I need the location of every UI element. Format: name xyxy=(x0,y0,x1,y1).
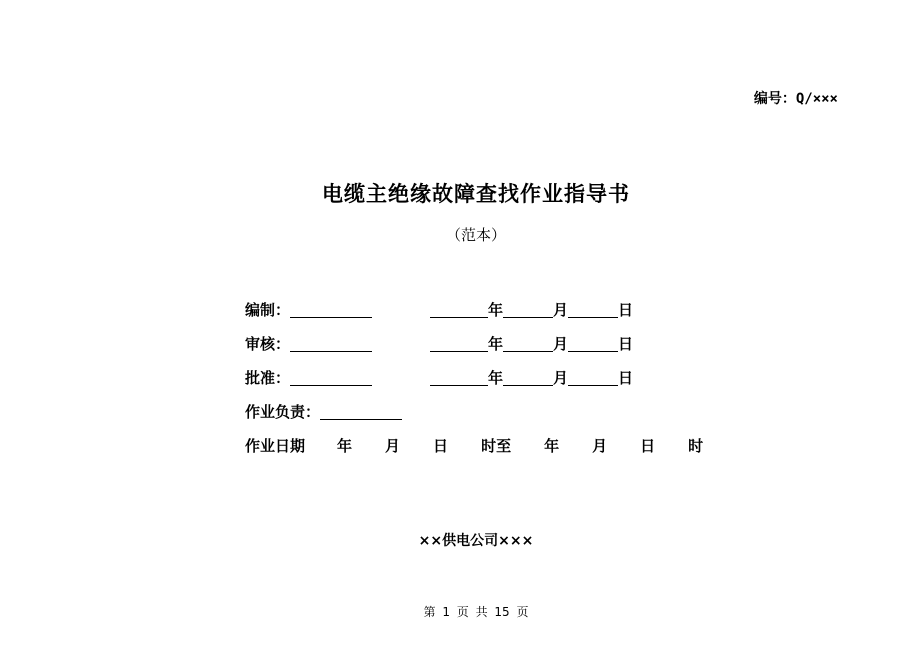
company-name: ××供电公司××× xyxy=(418,533,534,549)
review-day-blank xyxy=(568,335,618,352)
year-unit: 年 xyxy=(488,334,504,353)
month-unit: 月 xyxy=(553,368,569,387)
period-month-unit: 月 xyxy=(385,436,401,455)
compile-day-blank xyxy=(568,301,618,318)
work-period-row xyxy=(245,428,703,462)
approve-day-blank xyxy=(568,369,618,386)
page-footer: 第 1 页 共 15 页 xyxy=(423,605,529,619)
compile-year-blank xyxy=(430,301,488,318)
approve-year-blank xyxy=(430,369,488,386)
responsible-label: 作业负责： xyxy=(245,402,321,421)
period-hour-to-unit: 时至 xyxy=(481,436,512,455)
year-unit: 年 xyxy=(488,368,504,387)
approve-row xyxy=(245,360,703,394)
approve-name-blank xyxy=(290,369,372,386)
review-month-blank xyxy=(503,335,553,352)
period-hour-unit: 时 xyxy=(688,436,704,455)
review-label: 审核： xyxy=(245,334,291,353)
period-year-unit: 年 xyxy=(337,436,353,455)
day-unit: 日 xyxy=(618,334,634,353)
compile-month-blank xyxy=(503,301,553,318)
approve-month-blank xyxy=(503,369,553,386)
month-unit: 月 xyxy=(553,334,569,353)
review-row xyxy=(245,326,703,360)
review-year-blank xyxy=(430,335,488,352)
document-subtitle: （范本） xyxy=(445,226,506,244)
period-year2-unit: 年 xyxy=(544,436,560,455)
document-title: 电缆主绝缘故障查找作业指导书 xyxy=(322,181,630,206)
period-day2-unit: 日 xyxy=(640,436,656,455)
document-number: 编号：Q/××× xyxy=(753,91,838,107)
approve-label: 批准： xyxy=(245,368,291,387)
responsible-row xyxy=(245,394,703,428)
day-unit: 日 xyxy=(618,300,634,319)
approval-form xyxy=(245,292,703,462)
compile-name-blank xyxy=(290,301,372,318)
day-unit: 日 xyxy=(618,368,634,387)
month-unit: 月 xyxy=(553,300,569,319)
year-unit: 年 xyxy=(488,300,504,319)
period-day-unit: 日 xyxy=(433,436,449,455)
period-month2-unit: 月 xyxy=(592,436,608,455)
compile-label: 编制： xyxy=(245,300,291,319)
work-period-label: 作业日期 xyxy=(245,436,306,455)
compile-row xyxy=(245,292,703,326)
review-name-blank xyxy=(290,335,372,352)
responsible-name-blank xyxy=(320,403,402,420)
